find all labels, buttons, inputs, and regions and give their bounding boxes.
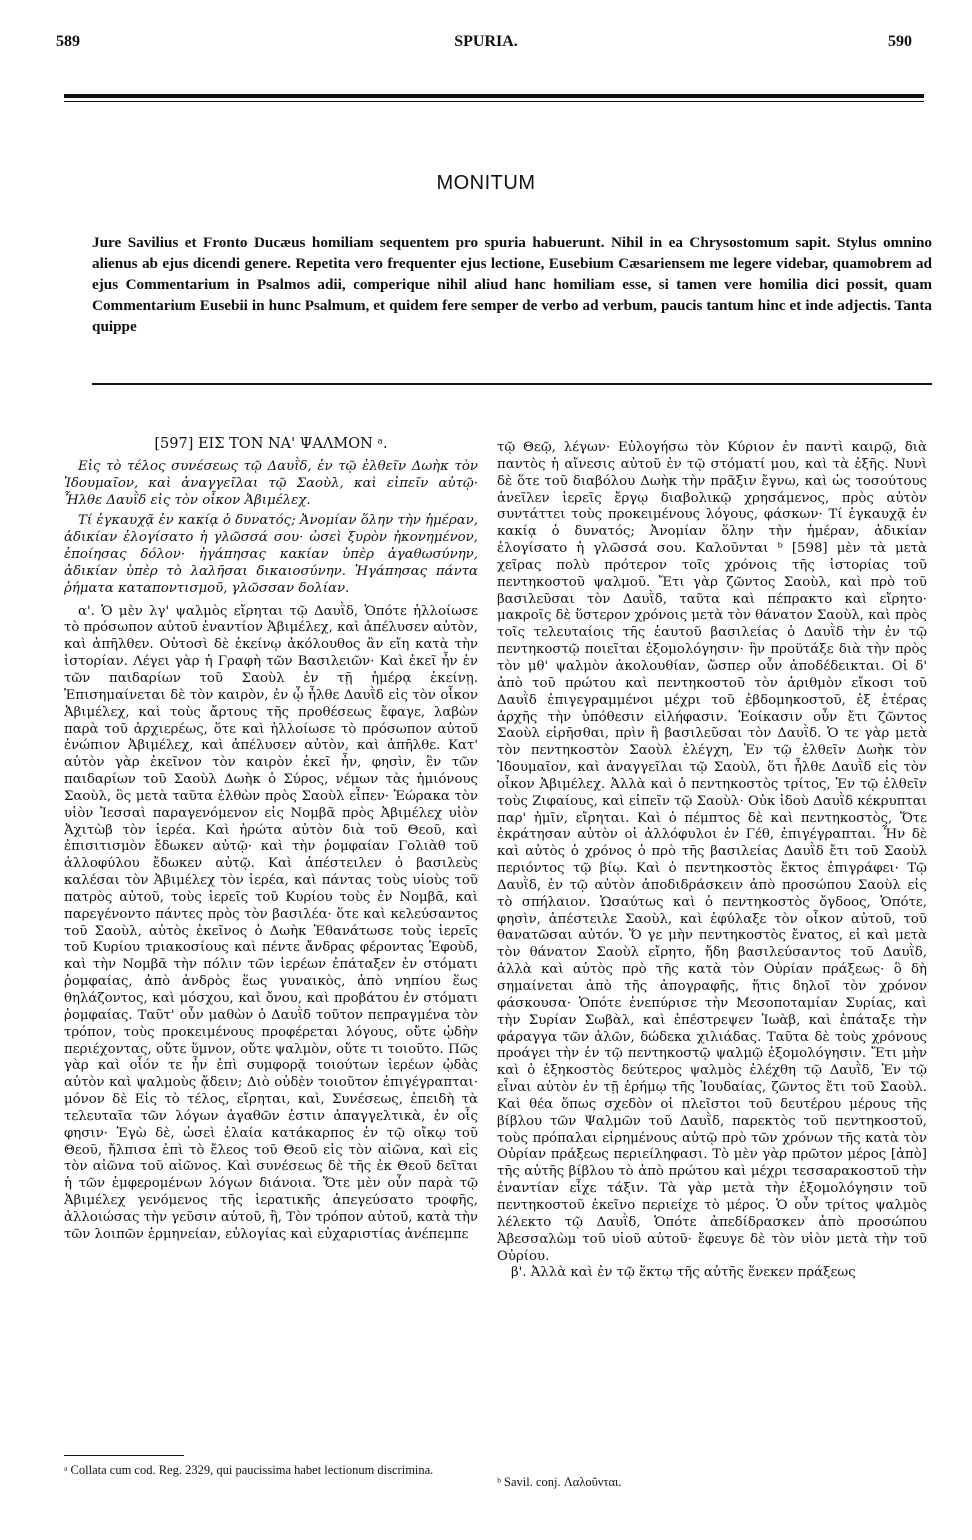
- footnote-rule-left: [64, 1455, 184, 1456]
- psalm-verse: Τί ἐγκαυχᾷ ἐν κακίᾳ ὁ δυνατός; Ἀνομίαν ὅλην τὴν ἡμέραν, ἀδικίαν ἐλογίσατο ἡ γλῶσσά σου· ὡσεὶ ξυρὸν ἠκονημένον, ἐποίησας δόλον· ἠγάπησας κακίαν ὑπὲρ ἀγαθωσύνην, ἀδικίαν ὑπὲρ τὸ λαλῆσαι δικαιοσύνην. Ἠγάπησας πάντα ῥήματα καταποντισμοῦ, γλῶσσαν δολίαν.: [64, 513, 478, 596]
- monitum-title: MONITUM: [436, 172, 536, 194]
- section-rule: [92, 383, 932, 385]
- monitum-text: Jure Savilius et Fronto Ducæus homiliam sequentem pro spuria habuerunt. Nihil in ea Chrysostomum sapit. Stylus omnino alienus ab ejus dicendi genere. Repetita vero frequenter ejus lectione, Eusebium Cæsariensem me legere videbar, quamobrem ad ejus Commentarium in Psalmos adii, comperique nihil aliud hanc homiliam esse, si tamen vere homilia dici possit, quam Commentarium Eusebii in hunc Psalmum, et quidem fere semper de verbo ad verbum, paucis tantum hinc et inde adjectis. Tanta quippe: [92, 234, 932, 335]
- running-title: SPURIA.: [454, 33, 518, 50]
- page-number-left: 589: [56, 33, 80, 50]
- psalm-inscription: Εἰς τὸ τέλος συνέσεως τῷ Δαυῒδ, ἐν τῷ ἐλθεῖν Δωὴκ τὸν Ἰδουμαῖον, καὶ ἀναγγεῖλαι τῷ Σαοὺλ, καὶ εἰπεῖν αὐτῷ· Ἦλθε Δαυῒδ εἰς τὸν οἶκον Ἀβιμέλεχ.: [64, 458, 478, 508]
- header-rule-thin: [64, 101, 924, 102]
- psalm-heading: [597] ΕΙΣ ΤΟΝ ΝΑ' ΨΑΛΜΟΝ ᵃ.: [154, 436, 388, 452]
- commentary-section-beta: β'. Ἀλλὰ καὶ ἐν τῷ ἕκτῳ τῆς αὐτῆς ἕνεκεν πράξεως: [511, 1265, 856, 1281]
- page-number-right: 590: [888, 33, 912, 50]
- commentary-paragraph: α'. Ὁ μὲν λγ' ψαλμὸς εἴρηται τῷ Δαυῒδ, Ὁπότε ἠλλοίωσε τὸ πρόσωπον αὐτοῦ ἐναντίον Ἀβιμέλεχ, καὶ ἀπέλυσεν αὐτὸν, καὶ ἀπῆλθεν. Οὑτοσὶ δὲ ἐκείνῳ ἀκόλουθος ἂν εἴη κατὰ τὴν ἱστορίαν. Λέγει γὰρ ἡ Γραφὴ τῶν Βασιλειῶν· Καὶ ἐκεῖ ἦν ἐν τῶν παιδαρίων τοῦ Σαοὺλ ἐν τῇ ἡμέρᾳ ἐκείνῃ. Ἐπισημαίνεται δὲ τὸν καιρὸν, ἐν ᾧ ἦλθε Δαυῒδ εἰς τὸν οἶκον Ἀβιμέλεχ, καὶ τοὺς ἄρτους τῆς προθέσεως ἔφαγε, λαβὼν παρὰ τοῦ ἀρχιερέως, ὅτε καὶ ἠλλοίωσε τὸ πρόσωπον αὐτοῦ ἐνώπιον Ἀβιμέλεχ, καὶ ἀπέλυσεν αὐτὸν, καὶ ἀπῆλθε. Κατ' αὐτὸν γὰρ ἐκεῖνον τὸν καιρὸν ἐκεῖ ἦν, φησὶν, ἓν τῶν παιδαρίων τοῦ Σαοὺλ Δωὴκ ὁ Σύρος, νέμων τὰς ἡμιόνους Σαοὺλ, ὃς μετὰ ταῦτα ἐλθὼν πρὸς Σαοὺλ εἶπεν· Ἑώρακα τὸν υἱὸν Ἰεσσαὶ παραγενόμενον εἰς Νομβᾶ πρὸς Ἀβιμέλεχ υἱὸν Ἀχιτὼβ τὸν ἱερέα. Καὶ ἠρώτα αὐτὸν διὰ τοῦ Θεοῦ, καὶ ἐπισιτισμὸν ἔδωκεν αὐτῷ· καὶ τὴν ῥομφαίαν Γολιὰθ τοῦ ἀλλοφύλου ἔδωκεν αὐτῷ. Καὶ ἀπέστειλεν ὁ βασιλεὺς καλέσαι τὸν Ἀβιμέλεχ τὸν ἱερέα, καὶ πάντας τοὺς υἱοὺς τοῦ πατρὸς αὐτοῦ, τοὺς ἱερεῖς τοῦ Κυρίου τοὺς ἐν Νομβᾶ, καὶ παρεγένοντο πάντες πρὸς τὸν βασιλέα· ὅτε καὶ κελεύσαντος τοῦ Σαοὺλ, αὐτὸς ἐκεῖνος ὁ Δωὴκ Ἐθανάτωσε τοὺς ἱερεῖς τοῦ Κυρίου τριακοσίους καὶ πέντε ἄνδρας φέροντας Ἐφοὺδ, καὶ τὴν Νομβᾶ τὴν πόλιν τῶν ἱερέων ἐπάταξεν ἐν στόματι ῥομφαίας, ἀπὸ ἀνδρὸς ἕως γυναικὸς, ἀπὸ νηπίου ἕως θηλάζοντος, καὶ μόσχου, καὶ ὄνου, καὶ προβάτου ἐν στόματι ῥομφαίας. Ταῦτ' οὖν μαθὼν ὁ Δαυῒδ τοῦτον πεπραγμένα τὸν τρόπον, τοὺς προκειμένους προφέρεται λόγους, οὔτε ᾠδὴν περιέχοντας, οὔτε ὕμνον, οὔτε ψαλμὸν, οὔτε τι τοιοῦτο. Πῶς γὰρ καὶ οἷόν τε ἦν ἐπὶ συμφορᾷ τοιούτων ἱερέων ᾠδὰς αὐτὸν καὶ ψαλμοὺς ᾄδειν; Διὸ οὐδὲν τοιοῦτον ἐπιγέγραπται· μόνον δὲ Εἰς τὸ τέλος, εἴρηται, καὶ, Συνέσεως, ἐπειδὴ τὰ τελευταῖα τῶν λόγων ἀγαθῶν ἐστιν ἀπαγγελτικὰ, ἐν οἷς φησιν· Ἐγὼ δὲ, ὡσεὶ ἐλαία κατάκαρπος ἐν τῷ οἴκῳ τοῦ Θεοῦ, ἤλπισα ἐπὶ τὸ ἔλεος τοῦ Θεοῦ εἰς τὸν αἰῶνα, καὶ εἰς τὸν αἰῶνα τοῦ αἰῶνος. Καὶ συνέσεως δὲ τῆς ἐκ Θεοῦ δεῖται ἡ τῶν ἐμφερομένων λόγων διάνοια. Ὅτε μὲν οὖν παρὰ τῷ Ἀβιμέλεχ γενόμενος τῆς ἱερατικῆς ἀπεγεύσατο τροφῆς, ἀλλοιώσας τὴν γεῦσιν αὐτοῦ, ἢ, Τὸν τρόπον αὐτοῦ, κατὰ τὴν τῶν λοιπῶν ἑρμηνείαν, εὐλογίας καὶ εὐχαριστίας ἀνέπεμπε: [64, 603, 478, 1242]
- header-rule: [64, 94, 924, 98]
- footnote-left: ᵃ Collata cum cod. Reg. 2329, qui paucissima habet lectionum discrimina.: [64, 1463, 434, 1477]
- right-column: [497, 440, 927, 1282]
- footnote-right: ᵇ Savil. conj. Λαλοῦνται.: [497, 1475, 622, 1489]
- left-column: [64, 436, 478, 1244]
- commentary-paragraph-continued: τῷ Θεῷ, λέγων· Εὐλογήσω τὸν Κύριον ἐν παντὶ καιρῷ, διὰ παντὸς ἡ αἴνεσις αὐτοῦ ἐν τῷ στόματί μου, καὶ τὰ ἑξῆς. Νυνὶ δὲ ὅτε τοῦ διαβόλου Δωὴκ τὴν πρᾶξιν ἔγνω, καὶ ὡς τοσούτους ἀνεῖλεν ἱερεῖς ἔργῳ διαβολικῷ χρησάμενος, πρὸς αὐτὸν συντάττει τοὺς προκειμένους λόγους, φάσκων· Τί ἐγκαυχᾷ ἐν κακίᾳ ὁ δυνατός; Ἀνομίαν ὅλην τὴν ἡμέραν, ἀδικίαν ἐλογίσατο ἡ γλῶσσά σου. Καλοῦνται ᵇ [598] μὲν τὰ μετὰ χεῖρας πολὺ πρότερον τοῖς χρόνοις τῆς ἱστορίας τοῦ πεντηκοστοῦ ψαλμοῦ. Ἔτι γὰρ ζῶντος Σαοὺλ, καὶ πρὸ τοῦ βασιλεῦσαι τὸν Δαυῒδ, ταῦτα καὶ πέπρακτο καὶ εἴρητο· μακροῖς δὲ ὕστερον χρόνοις μετὰ τὸν θάνατον Σαοὺλ, καὶ πρὸς τοῖς τελευταίοις τῆς ἑαυτοῦ βασιλείας ὁ Δαυῒδ τὴν ἐν τῷ πεντηκοστῷ ποιεῖται ἐξομολόγησιν· ἣν προϋτάξε διὰ τὴν πρὸς τὸν μθ' ψαλμὸν ἀκολουθίαν, ὥσπερ οὖν ἀποδέδεικται. Οἱ δ' ἀπὸ τοῦ πρώτου καὶ πεντηκοστοῦ τὸν ἀριθμὸν εἴκοσι τοῦ Δαυῒδ ἐπιγεγραμμένοι μέχρι τοῦ ἑβδομηκοστοῦ, ἐξ ἑτέρας ἀρχῆς τὴν ὑπόθεσιν εἰλήφασιν. Ἐοίκασιν οὖν ἔτι ζῶντος Σαοὺλ εἰρῆσθαι, πρὶν ἢ βασιλεῦσαι τὸν Δαυῒδ. Ὁ τε γὰρ μετὰ τὸν πεντηκοστὸν Σαοὺλ ἐλέγχη, Ἐν τῷ ἐλθεῖν Δωὴκ τὸν Ἰδουμαῖον, καὶ ἀναγγεῖλαι τῷ Σαοὺλ, ὅτι ἦλθε Δαυῒδ εἰς τὸν οἶκον Ἀβιμέλεχ. Ἀλλὰ καὶ ὁ πεντηκοστὸς τρίτος, Ἐν τῷ ἐλθεῖν τοὺς Ζιφαίους, καὶ εἰπεῖν τῷ Σαοὺλ· Οὐκ ἰδοὺ Δαυῒδ κέκρυπται παρ' ἡμῖν, εἴρηται. Καὶ ὁ πέμπτος δὲ καὶ πεντηκοστὸς, Ὅτε ἐκράτησαν αὐτὸν οἱ ἀλλόφυλοι ἐν Γέθ, ἐπιγέγραπται. Ἦν δὲ καὶ αὐτὸς ὁ χρόνος ὁ πρὸ τῆς βασιλείας Δαυῒδ ἔτι τοῦ Σαοὺλ περιόντος τῷ βίῳ. Καὶ ὁ πεντηκοστὸς ἕκτος ἐπιγράφει· Τῷ Δαυῒδ, ἐν τῷ αὐτὸν ἀποδιδράσκειν ἀπὸ προσώπου Σαοὺλ εἰς τὸ σπήλαιον. Ὡσαύτως καὶ ὁ πεντηκοστὸς ὄγδοος, Ὁπότε, φησὶν, ἀπέστειλε Σαοὺλ, καὶ ἐφύλαξε τὸν οἶκον αὐτοῦ, τοῦ θανατῶσαι αὐτόν. Ὅ γε μὴν πεντηκοστὸς ἔνατος, εἰ καὶ μετὰ τὸν θάνατον Σαοὺλ εἴρητο, ἤδη βασιλεύσαντος τοῦ Δαυῒδ, ἀλλὰ καὶ αὐτὸς πρὸ τῆς κατὰ τὸν Οὐρίαν πράξεως· ὃ δὴ σημαίνεται ἀπὸ τῆς ἀπογραφῆς, ἥτις δηλοῖ τὸν χρόνον φάσκουσα· Ὁπότε ἐνεπύρισε τὴν Μεσοποταμίαν Συρίας, καὶ τὴν Συρίαν Σωβὰλ, καὶ ἐπέστρεψεν Ἰωὰβ, καὶ ἐπάταξε τὴν φάραγγα τῶν ἁλῶν, δώδεκα χιλιάδας. Ταῦτα δὲ τοὺς χρόνους προάγει τὴν ἐν τῷ πεντηκοστῷ ψαλμῷ ἐξομολόγησιν. Ἔτι μὴν καὶ ὁ ἑξηκοστὸς δεύτερος ψαλμὸς ἐλέχθη τῷ Δαυῒδ, Ἐν τῷ εἶναι αὐτὸν ἐν τῇ ἐρήμῳ τῆς Ἰουδαίας, ζῶντος ἔτι τοῦ Σαοὺλ. Καὶ θέα ὅπως σχεδὸν οἱ πλεῖστοι τοῦ δευτέρου μέρους τῆς βίβλου τῶν Ψαλμῶν τοῦ Δαυῒδ, παρεκτὸς τοῦ πεντηκοστοῦ, τοὺς πρόπαλαι εἰρημένους αὐτῷ πρὸ τῶν χρόνων τῆς κατὰ τὸν Οὐρίαν πράξεως περιείληφασι. Τὸ μὲν γὰρ πρῶτον μέρος [ἀπὸ] τῆς αὐτῆς βίβλου τὸ ἀπὸ πρώτου καὶ μέχρι τεσσαρακοστοῦ τὴν ἐναντίαν εἶχε τάξιν. Τὰ γὰρ μετὰ τὴν ἐξομολόγησιν τοῦ πεντηκοστοῦ ἐκεῖνο περιείχε τὸ μέρος. Ὁ οὖν τρίτος ψαλμὸς λέλεκτο τῷ Δαυῒδ, Ὁπότε ἀπεδίδρασκεν ἀπὸ προσώπου Ἀβεσσαλὼμ τοῦ υἱοῦ αὐτοῦ· ἔφευγε δὲ τὸν υἱὸν μετὰ τὴν τοῦ Οὐρίου.: [497, 440, 927, 1264]
